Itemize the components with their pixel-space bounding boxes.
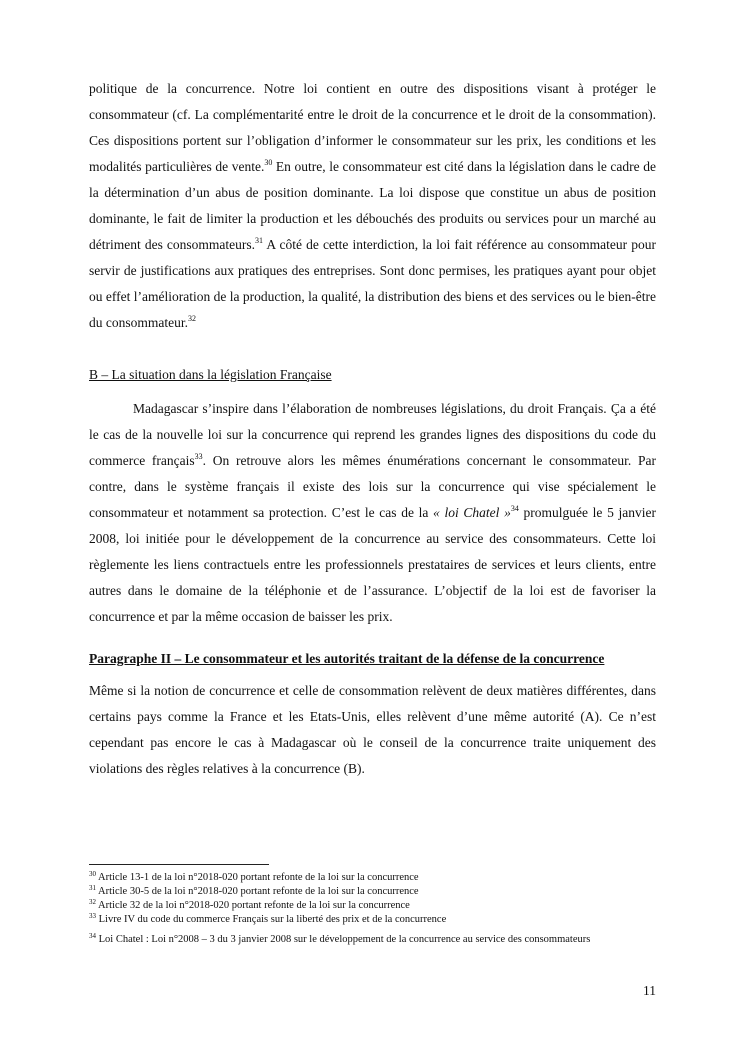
footnote-text: Article 32 de la loi n°2018-020 portant refonte de la loi sur la concurrence <box>96 900 410 911</box>
footnote-text: Article 13-1 de la loi n°2018-020 portant refonte de la loi sur la concurrence <box>96 872 419 883</box>
footnote-number: 32 <box>89 898 96 906</box>
footnote-item <box>89 871 656 885</box>
footnote-item <box>89 885 656 899</box>
footnote-item <box>89 929 656 951</box>
page-number: 11 <box>643 983 656 998</box>
footnote-item <box>89 913 656 927</box>
section-b-heading-text: B – La situation dans la législation Française <box>89 367 332 382</box>
footnote-number: 30 <box>89 870 96 878</box>
footnote-ref[interactable]: 33 <box>194 452 203 461</box>
text-run: politique de la concurrence. Notre loi contient en outre des dispositions visant à protéger le consommateur (cf. La complémentarité entre le droit de la concurrence et le droit de la consommation). Ces dispositions portent sur l’obligation d’informer le consommateur sur les prix, les conditions et les modalités particulières de vente. <box>89 81 656 174</box>
footnote-text: Loi Chatel : Loi n°2008 – 3 du 3 janvier 2008 sur le développement de la concurrence au service des consommateurs <box>96 934 591 945</box>
paragraph-ii-text: Même si la notion de concurrence et celle de consommation relèvent de deux matières différentes, dans certains pays comme la France et les Etats-Unis, elles relèvent d’une même autorité (A). Ce n’est cependant pas encore le cas à Madagascar où le conseil de la concurrence traite uniquement des violations des règles relatives à la concurrence (B). <box>89 683 656 776</box>
footnote-text: Livre IV du code du commerce Français sur la liberté des prix et de la concurrence <box>96 914 447 925</box>
footnotes <box>89 864 656 951</box>
section-b-heading <box>89 362 656 388</box>
footnote-number: 31 <box>89 884 96 892</box>
text-run: En outre, le consommateur est cité dans la législation dans le cadre de la détermination d’un abus de position dominante. La loi dispose que constitue un abus de position dominante, le fait de limiter la production et les débouchés des produits ou services pour un marché au détriment des consommateurs. <box>89 159 656 252</box>
text-run: Madagascar s’inspire dans l’élaboration de nombreuses législations, du droit Français. Ça a été le cas de la nouvelle loi sur la concurrence qui reprend les grandes lignes des dispositions du code du commerce français <box>89 401 656 468</box>
footnote-text: Article 30-5 de la loi n°2018-020 portant refonte de la loi sur la concurrence <box>96 886 419 897</box>
footnote-ref[interactable]: 31 <box>255 236 264 245</box>
text-run: A côté de cette interdiction, la loi fait référence au consommateur pour servir de justifications aux pratiques des entreprises. Sont donc permises, les pratiques ayant pour objet ou effet l’amélioration de la production, la qualité, la distribution des biens et des services ou le bien-être du consommateur. <box>89 237 656 330</box>
section-b-paragraph <box>89 396 656 630</box>
page-body <box>89 76 656 782</box>
footnote-number: 34 <box>89 932 96 940</box>
footnote-divider <box>89 864 269 865</box>
text-run: promulguée le 5 janvier 2008, loi initiée pour le développement de la concurrence au service des consommateurs. Cette loi règlemente les liens contractuels entre les professionnels prestataires de services et leurs clients, entre autres dans le domaine de la téléphonie et de l’assurance. L’objectif de la loi est de favoriser la concurrence et par la même occasion de baisser les prix. <box>89 505 656 624</box>
paragraph-ii-heading: Paragraphe II – Le consommateur et les autorités traitant de la défense de la concurrence <box>89 651 605 666</box>
italic-law-name: « loi Chatel » <box>433 505 511 520</box>
text-run: . On retrouve alors les mêmes énumérations concernant le consommateur. Par contre, dans le système français il existe des lois sur la concurrence qui vise spécialement le consommateur et notamment sa protection. C’est le cas de la <box>89 453 657 520</box>
footnote-ref[interactable]: 34 <box>510 504 519 513</box>
footnote-ref[interactable]: 32 <box>187 314 196 323</box>
intro-paragraph <box>89 76 656 336</box>
footnote-number: 33 <box>89 912 96 920</box>
footnote-item <box>89 899 656 913</box>
footnote-ref[interactable]: 30 <box>264 158 273 167</box>
